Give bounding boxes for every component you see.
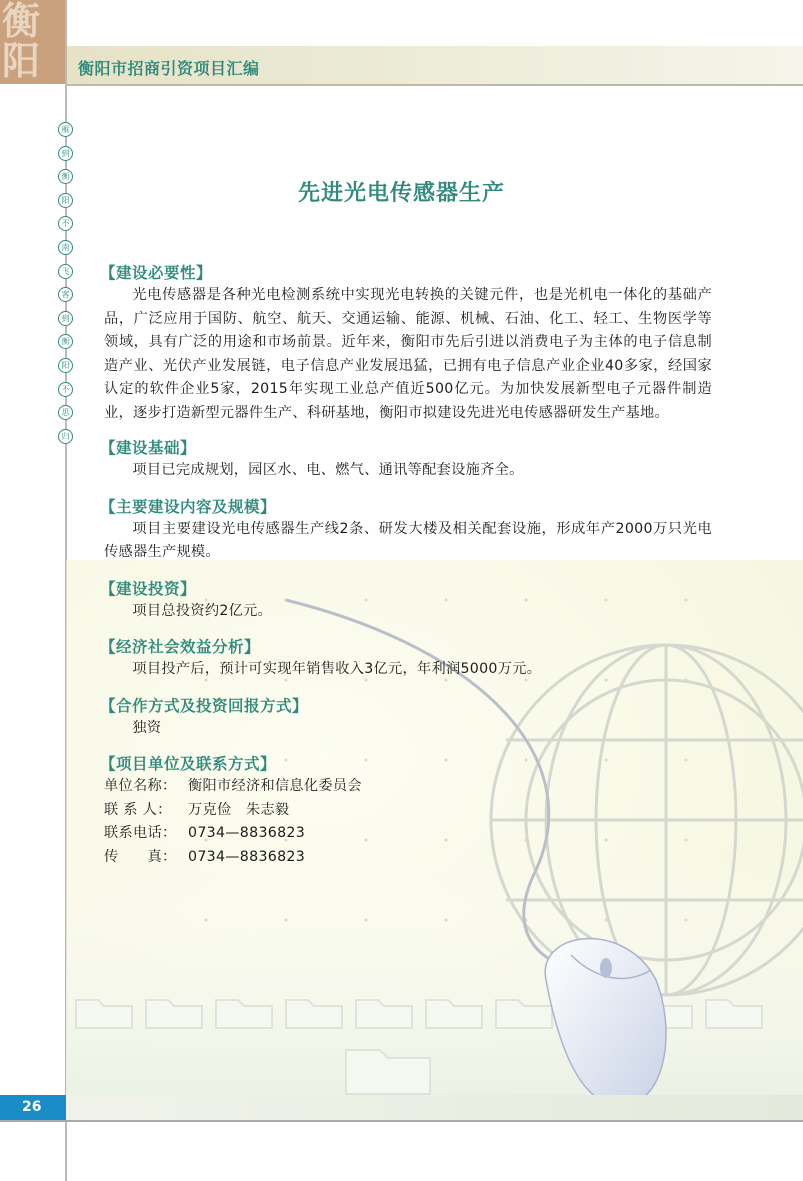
contact-person xyxy=(104,799,712,823)
contact-unit xyxy=(104,775,712,799)
slogan-char: 衡 xyxy=(58,169,73,184)
slogan-char: 到 xyxy=(58,146,73,161)
investment-text: 项目总投资约2亿元。 xyxy=(132,602,273,619)
footer-band xyxy=(66,1095,803,1120)
slogan-char: 到 xyxy=(58,311,73,326)
investment-heading: 【建设投资】 xyxy=(100,579,197,598)
phone-label: 联系电话： xyxy=(104,825,177,841)
contact-heading: 【项目单位及联系方式】 xyxy=(100,755,277,773)
slogan-char: 客 xyxy=(58,287,73,302)
scope-heading: 【主要建设内容及规模】 xyxy=(100,497,277,516)
slogan-char: 归 xyxy=(58,429,73,444)
slogan-char: 不 xyxy=(58,216,73,231)
necessity-heading: 【建设必要性】 xyxy=(100,264,213,282)
basis-text: 项目已完成规划，园区水、电、燃气、通讯等配套设施齐全。 xyxy=(132,462,524,478)
project-content xyxy=(100,262,712,869)
page-number: 26 xyxy=(22,1099,42,1115)
phone-value: 0734—8836823 xyxy=(188,825,306,841)
contact-phone xyxy=(104,822,712,846)
fax-label: 传 真： xyxy=(104,848,177,865)
page-title: 先进光电传感器生产 xyxy=(297,181,505,206)
slogan-char: 南 xyxy=(58,240,73,255)
header-title: 衡阳市招商引资项目汇编 xyxy=(78,59,260,78)
slogan-char: 思 xyxy=(58,405,73,420)
slogan-char: 阳 xyxy=(58,358,73,373)
necessity-text: 光电传感器是各种光电检测系统中实现光电转换的关键元件，也是光机电一体化的基础产品，广泛应用于国防、航空、航天、交通运输、能源、机械、石油、化工、轻工、生物医学等领域，具有广泛的用途和市场前景。近年来，衡阳市先后引进以消费电子为主体的电子信息制造产业、光伏产业发展链，电子信息产业发展迅猛，已拥有电子信息产业企业40多家，经国家认定的软件企业5家，2015年实现工业总产值近500亿元。为加快发展新型电子元器件制造业，逐步打造新型元器件生产、科研基地，衡阳市拟建设先进光电传感器研发生产基地。 xyxy=(104,287,712,421)
fax-value: 0734—8836823 xyxy=(188,848,306,865)
benefit-text: 项目投产后，预计可实现年销售收入3亿元，年利润5000万元。 xyxy=(132,661,542,677)
header-divider xyxy=(66,84,803,86)
unit-value: 衡阳市经济和信息化委员会 xyxy=(188,778,362,794)
person-value: 万克俭 朱志毅 xyxy=(188,801,290,818)
contact-fax xyxy=(104,846,712,870)
cooperation-heading: 【合作方式及投资回报方式】 xyxy=(100,696,309,715)
person-label: 联 系 人： xyxy=(104,801,172,818)
unit-label: 单位名称： xyxy=(104,778,177,794)
slogan-char: 飞 xyxy=(58,264,73,279)
slogan-char: 阳 xyxy=(58,193,73,208)
cooperation-text: 独资 xyxy=(132,719,162,736)
slogan-char: 雁 xyxy=(58,122,73,137)
logo-char-2: 阳 xyxy=(2,38,41,83)
slogan-char: 不 xyxy=(58,382,73,397)
scope-text: 项目主要建设光电传感器生产线2条、研发大楼及相关配套设施，形成年产2000万只光电传感器生产规模。 xyxy=(104,520,712,560)
slogan-char: 衡 xyxy=(58,334,73,349)
city-logo xyxy=(0,0,66,84)
benefit-heading: 【经济社会效益分析】 xyxy=(100,638,261,656)
logo-char-1: 衡 xyxy=(2,0,41,43)
vertical-slogan xyxy=(58,122,74,452)
basis-heading: 【建设基础】 xyxy=(100,439,197,457)
footer-divider xyxy=(0,1120,803,1122)
